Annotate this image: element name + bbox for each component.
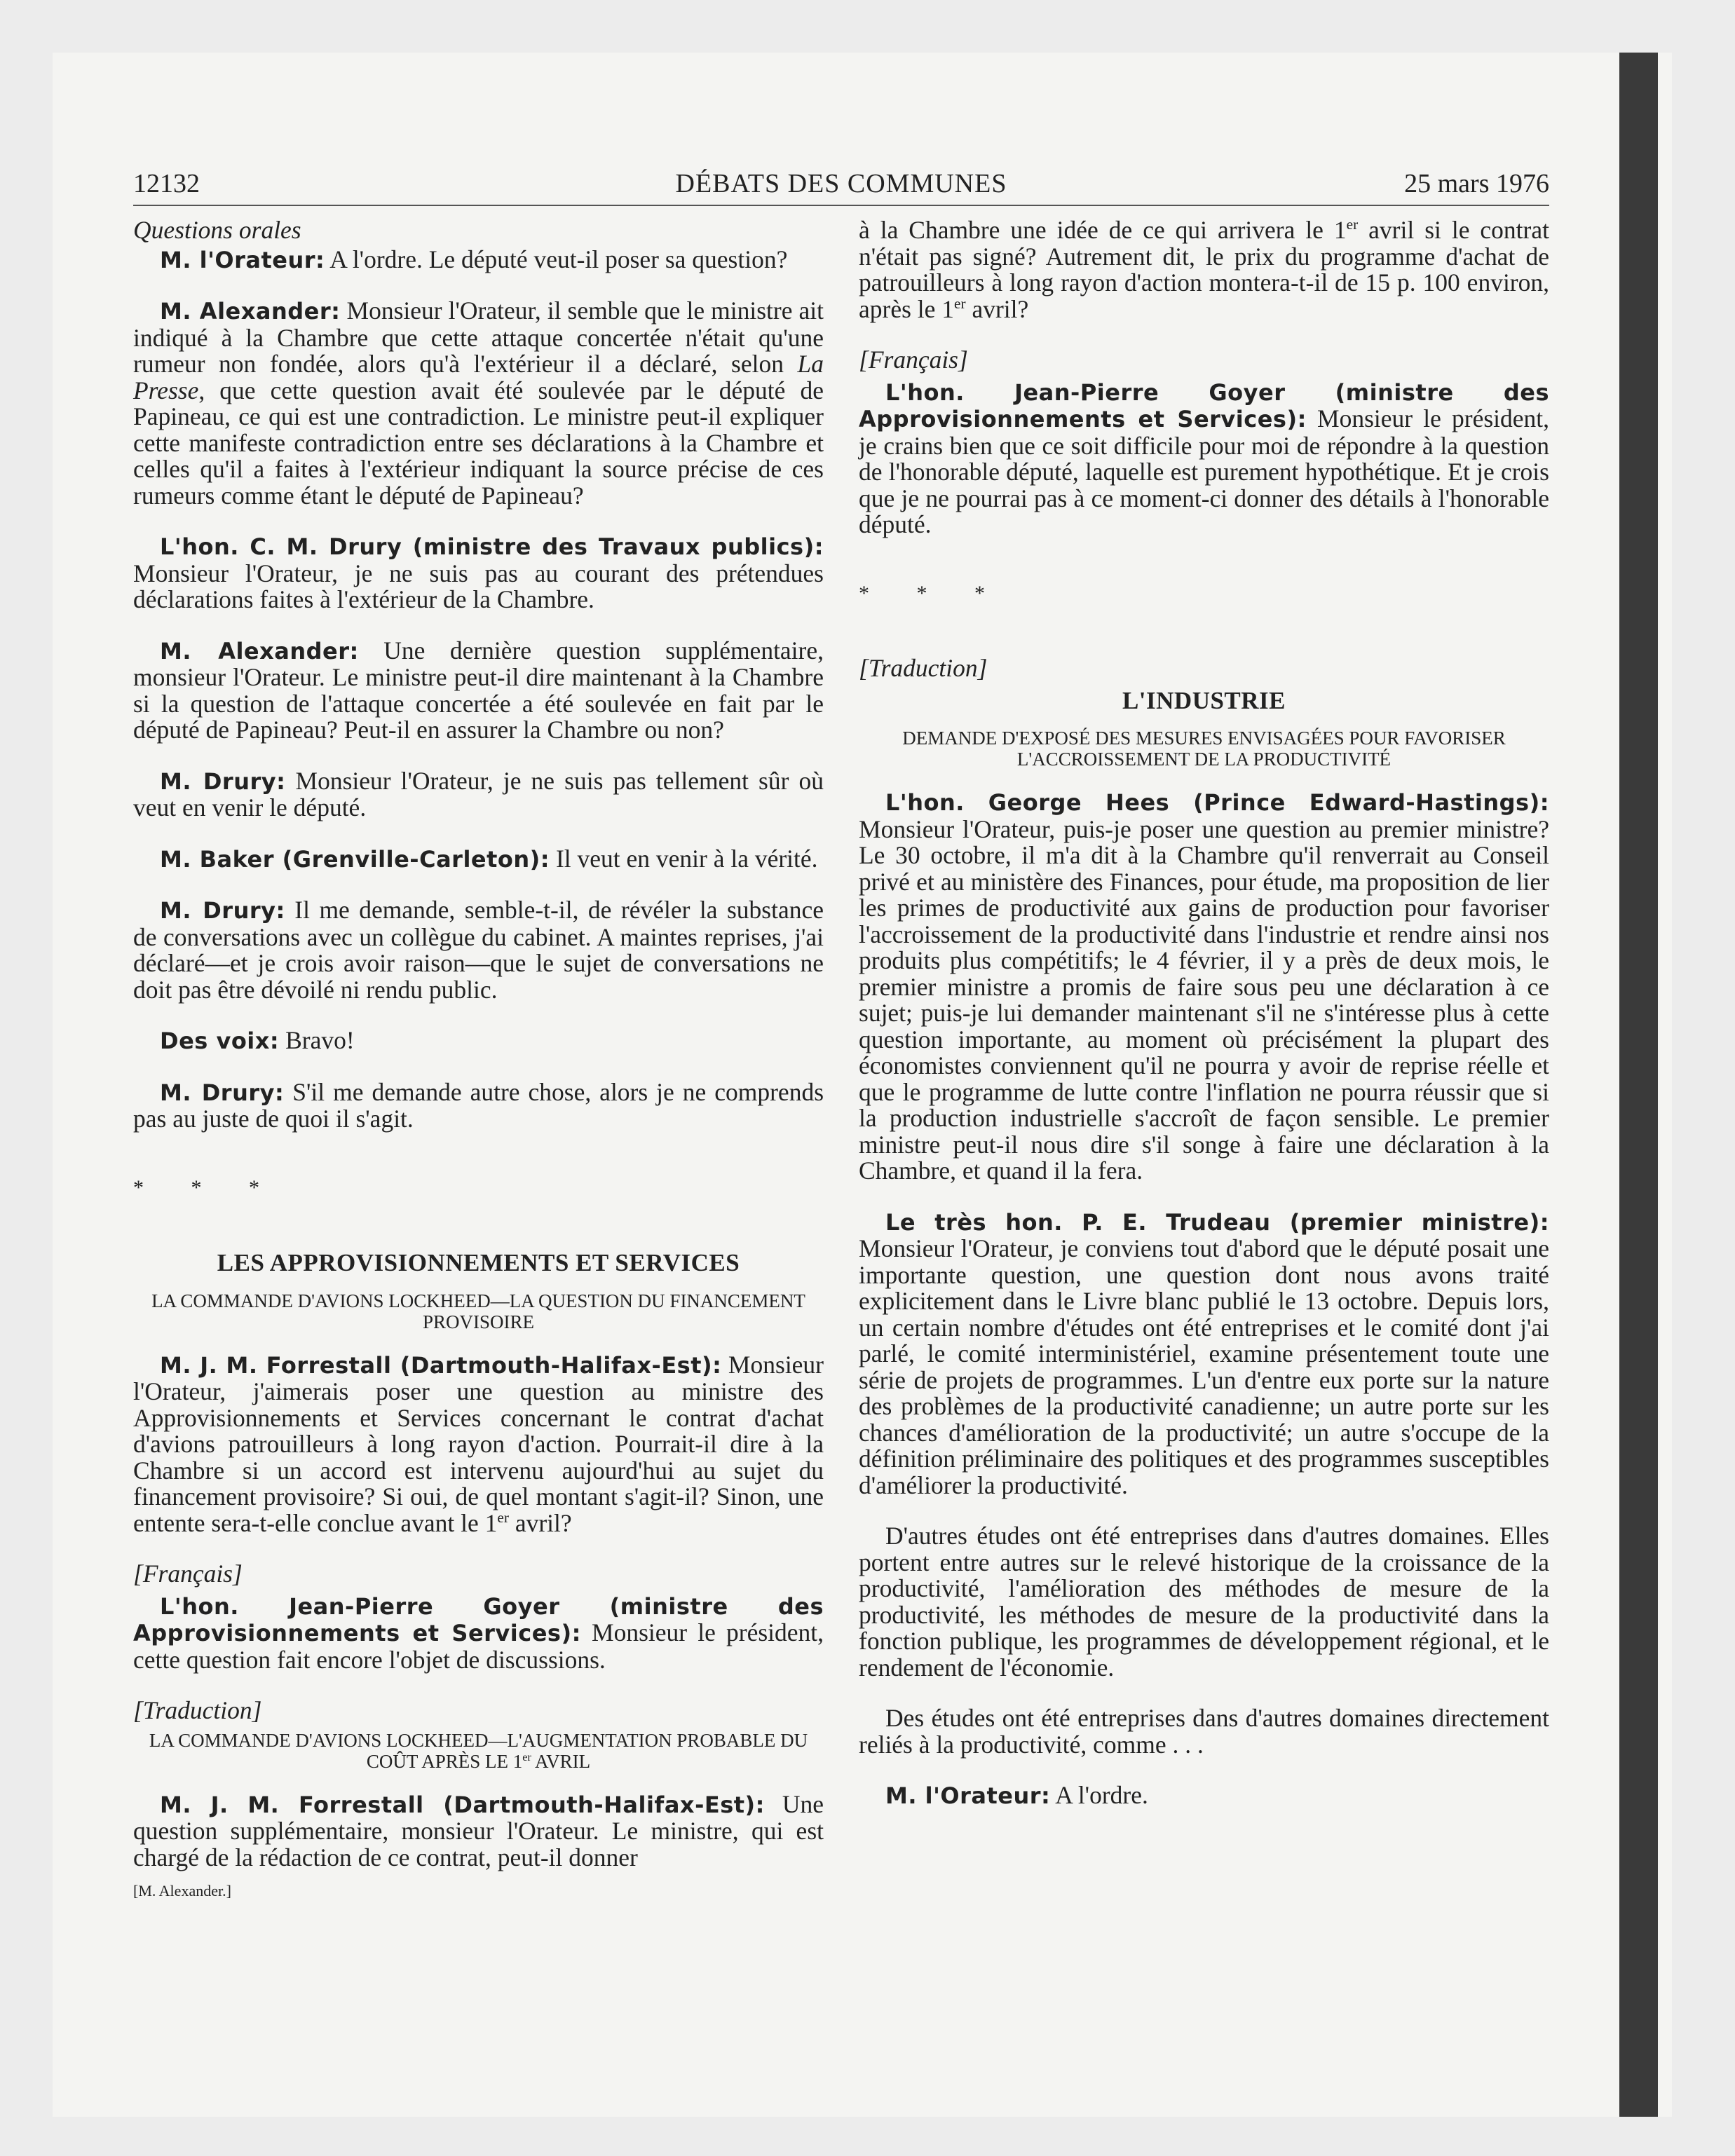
scan-edge	[1619, 53, 1658, 2117]
speaker: M. l'Orateur:	[885, 1782, 1051, 1809]
paragraph	[133, 846, 824, 873]
running-head: Questions orales	[133, 216, 301, 244]
paragraph	[859, 379, 1549, 538]
paragraph	[133, 1789, 824, 1871]
speech-italic: La Presse	[133, 350, 824, 404]
language-note: [Français]	[859, 346, 968, 374]
footnote-speaker: [M. Alexander.]	[133, 1882, 231, 1899]
left-column	[133, 217, 824, 1904]
paragraph	[133, 1352, 824, 1537]
language-note: [Français]	[133, 1560, 243, 1588]
speaker: L'hon. C. M. Drury (ministre des Travaux publics):	[160, 533, 824, 560]
paragraph	[859, 1782, 1549, 1810]
speech: Une dernière question supplémentaire, monsieur l'Orateur. Le ministre peut-il dire maintenant à la Chambre si la question de l'attaque concertée a été soulevée en fait par le député de Papineau? Peut-il en assurer la Chambre ou non?	[133, 636, 824, 744]
superscript: er	[522, 1750, 531, 1763]
speech: Monsieur l'Orateur, puis-je poser une question au premier ministre? Le 30 octobre, il m'a dit à la Chambre qu'il renverrait au Conseil privé et au ministère des Finances, pour étude, ma proposition de lier les primes de productivité aux gains de production pour favoriser l'accroissement de la productivité dans l'industrie et rendre ainsi nos produits plus compétitifs; le 4 février, il y a près de deux mois, le premier ministre a promis de faire sous peu une déclaration à ce sujet; puis-je lui demander maintenant s'il ne s'intéresse plus à cette question importante, au moment où précisément la plupart des économistes conviennent qu'il ne pourra y avoir de reprise réelle et que le programme de lutte contre l'inflation ne pourra réussir que si la production industrielle s'accroît de façon sensible. Le premier ministre peut-il nous dire s'il songe à faire une déclaration à la Chambre, et quand il la fera.	[859, 814, 1549, 1185]
speaker: M. J. M. Forrestall (Dartmouth-Halifax-Est):	[160, 1791, 765, 1818]
paragraph	[859, 789, 1549, 1185]
paragraph	[859, 217, 1549, 322]
speech: Monsieur l'Orateur, j'aimerais poser une question au ministre des Approvisionnements et Services concernant le contrat d'achat d'avions patrouilleurs à long rayon d'action. Pourrait-il dire à la Chambre si un accord est intervenu aujourd'hui au sujet du financement provisoire? Si oui, de quel montant s'agit-il? Sinon, une entente sera-t-elle conclue avant le 1	[133, 1350, 824, 1537]
right-column	[859, 217, 1549, 1834]
speech: Monsieur le président, je crains bien que ce soit difficile pour moi de répondre à la question de l'honorable député, laquelle est purement hypothétique. Et je crois que je ne pourrai pas à ce moment-ci donner des détails à l'honorable député.	[859, 404, 1549, 538]
paragraph	[133, 638, 824, 744]
speech: A l'ordre. Le député veut-il poser sa question?	[325, 245, 788, 273]
speaker: M. J. M. Forrestall (Dartmouth-Halifax-Est):	[160, 1351, 722, 1379]
speaker: L'hon. George Hees (Prince Edward-Hastings):	[885, 789, 1549, 816]
speaker: M. Drury:	[160, 1079, 285, 1106]
section-heading: LES APPROVISIONNEMENTS ET SERVICES	[217, 1249, 740, 1276]
speech: Bravo!	[279, 1026, 355, 1054]
paragraph: D'autres études ont été entreprises dans d'autres domaines. Elles portent entre autres sur le relevé historique de la croissance de la productivité, l'amélioration des méthodes de mesure de la productivité, les méthodes de mesure de la productivité dans la fonction publique, les programmes de développement régional, et le rendement de l'économie.	[859, 1522, 1549, 1681]
speech: Monsieur l'Orateur, il semble que le ministre ait indiqué à la Chambre que cette attaque concertée n'était qu'une rumeur non fondée, alors qu'à l'extérieur il a déclaré, selon	[133, 296, 824, 378]
speech: avril si le contrat n'était pas signé? Autrement dit, le prix du programme d'achat de patrouilleurs à long rayon d'action montera-t-il de 15 p. 100 environ, après le 1	[859, 216, 1549, 323]
section-separator: * * *	[859, 581, 1006, 605]
subheading: DEMANDE D'EXPOSÉ DES MESURES ENVISAGÉES POUR FAVORISER L'ACCROISSEMENT DE LA PRODUCTIVITÉ	[902, 728, 1506, 770]
speaker: M. Drury:	[160, 767, 286, 795]
paragraph	[133, 533, 824, 613]
speech: avril?	[965, 294, 1029, 323]
paragraph	[133, 768, 824, 821]
subheading-text: AVRIL	[531, 1750, 591, 1772]
speaker: L'hon. Jean-Pierre Goyer (ministre des Approvisionnements et Services):	[859, 378, 1549, 432]
speech: S'il me demande autre chose, alors je ne comprends pas au juste de quoi il s'agit.	[133, 1077, 824, 1133]
speaker: Le très hon. P. E. Trudeau (premier ministre):	[885, 1208, 1549, 1236]
section-separator: * * *	[133, 1175, 280, 1199]
paragraph: Des études ont été entreprises dans d'autres domaines directement reliés à la productivité, comme . . .	[859, 1704, 1549, 1759]
publication-date: 25 mars 1976	[1404, 169, 1549, 198]
paragraph	[859, 1209, 1549, 1499]
speech: A l'ordre.	[1050, 1781, 1148, 1809]
speech: à la Chambre une idée de ce qui arrivera le 1	[859, 216, 1347, 244]
paragraph	[133, 1593, 824, 1674]
paragraph	[133, 247, 824, 274]
speech: Monsieur l'Orateur, je ne suis pas tellement sûr où veut en venir le député.	[133, 766, 824, 821]
paragraph	[133, 1028, 824, 1055]
subheading	[133, 1730, 824, 1772]
paragraph	[133, 298, 824, 509]
speech: Une question supplémentaire, monsieur l'Orateur. Le ministre, qui est chargé de la rédaction de ce contrat, peut-il donner	[133, 1789, 824, 1871]
paragraph	[133, 1079, 824, 1133]
speaker: M. l'Orateur:	[160, 246, 325, 273]
superscript: er	[1346, 216, 1359, 233]
language-note: [Traduction]	[859, 654, 988, 682]
speaker: L'hon. Jean-Pierre Goyer (ministre des Approvisionnements et Services):	[133, 1592, 824, 1646]
speaker: M. Drury:	[160, 897, 285, 924]
language-note: [Traduction]	[133, 1696, 262, 1724]
paragraph	[133, 897, 824, 1003]
speaker: M. Baker (Grenville-Carleton):	[160, 845, 550, 873]
superscript: er	[497, 1508, 509, 1526]
speaker: M. Alexander:	[160, 637, 359, 664]
page-header	[133, 168, 1549, 206]
speech: Il me demande, semble-t-il, de révéler la substance de conversations avec un collègue du cabinet. A maintes reprises, j'ai déclaré—et je crois avoir raison—que le sujet de conversations ne doit pas être dévoilé ni rendu public.	[133, 896, 824, 1004]
speech: Monsieur le président, cette question fait encore l'objet de discussions.	[133, 1618, 824, 1674]
speech: Monsieur l'Orateur, je ne suis pas au courant des prétendues déclarations faites à l'extérieur de la Chambre.	[133, 559, 824, 613]
speech: Monsieur l'Orateur, je conviens tout d'abord que le député posait une importante question, une question dont nous avons traité explicitement dans le Livre blanc publié le 13 octobre. Depuis lors, un certain nombre d'études ont été entreprises et le comité dont j'ai parlé, le comité interministériel, examine présentement toute une série de projets de programmes. L'un d'entre eux porte sur la nature des problèmes de la productivité canadienne; un autre porte sur les chances d'amélioration de la productivité; un autre s'occupe de la définition préliminaire des politiques et des programmes susceptibles d'améliorer la productivité.	[859, 1234, 1549, 1499]
speech: Il veut en venir à la vérité.	[550, 844, 818, 873]
subheading: LA COMMANDE D'AVIONS LOCKHEED—LA QUESTION DU FINANCEMENT PROVISOIRE	[151, 1290, 805, 1332]
page-number: 12132	[133, 169, 200, 198]
publication-title: DÉBATS DES COMMUNES	[675, 169, 1007, 198]
subheading-text: LA COMMANDE D'AVIONS LOCKHEED—L'AUGMENTATION PROBABLE DU COÛT APRÈS LE 1	[149, 1729, 808, 1772]
speaker: M. Alexander:	[160, 298, 341, 325]
section-heading: L'INDUSTRIE	[1122, 686, 1286, 714]
speaker: Des voix:	[160, 1028, 280, 1054]
speech: avril?	[508, 1508, 572, 1537]
speech: , que cette question avait été soulevée par le député de Papineau, ce qui est une contradiction. Le ministre peut-il expliquer cette manifeste contradiction entre ses déclarations à la Chambre et celles qu'il a faites à l'extérieur indiquant la source précise de ces rumeurs comme étant le député de Papineau?	[133, 376, 824, 510]
superscript: er	[954, 294, 966, 312]
